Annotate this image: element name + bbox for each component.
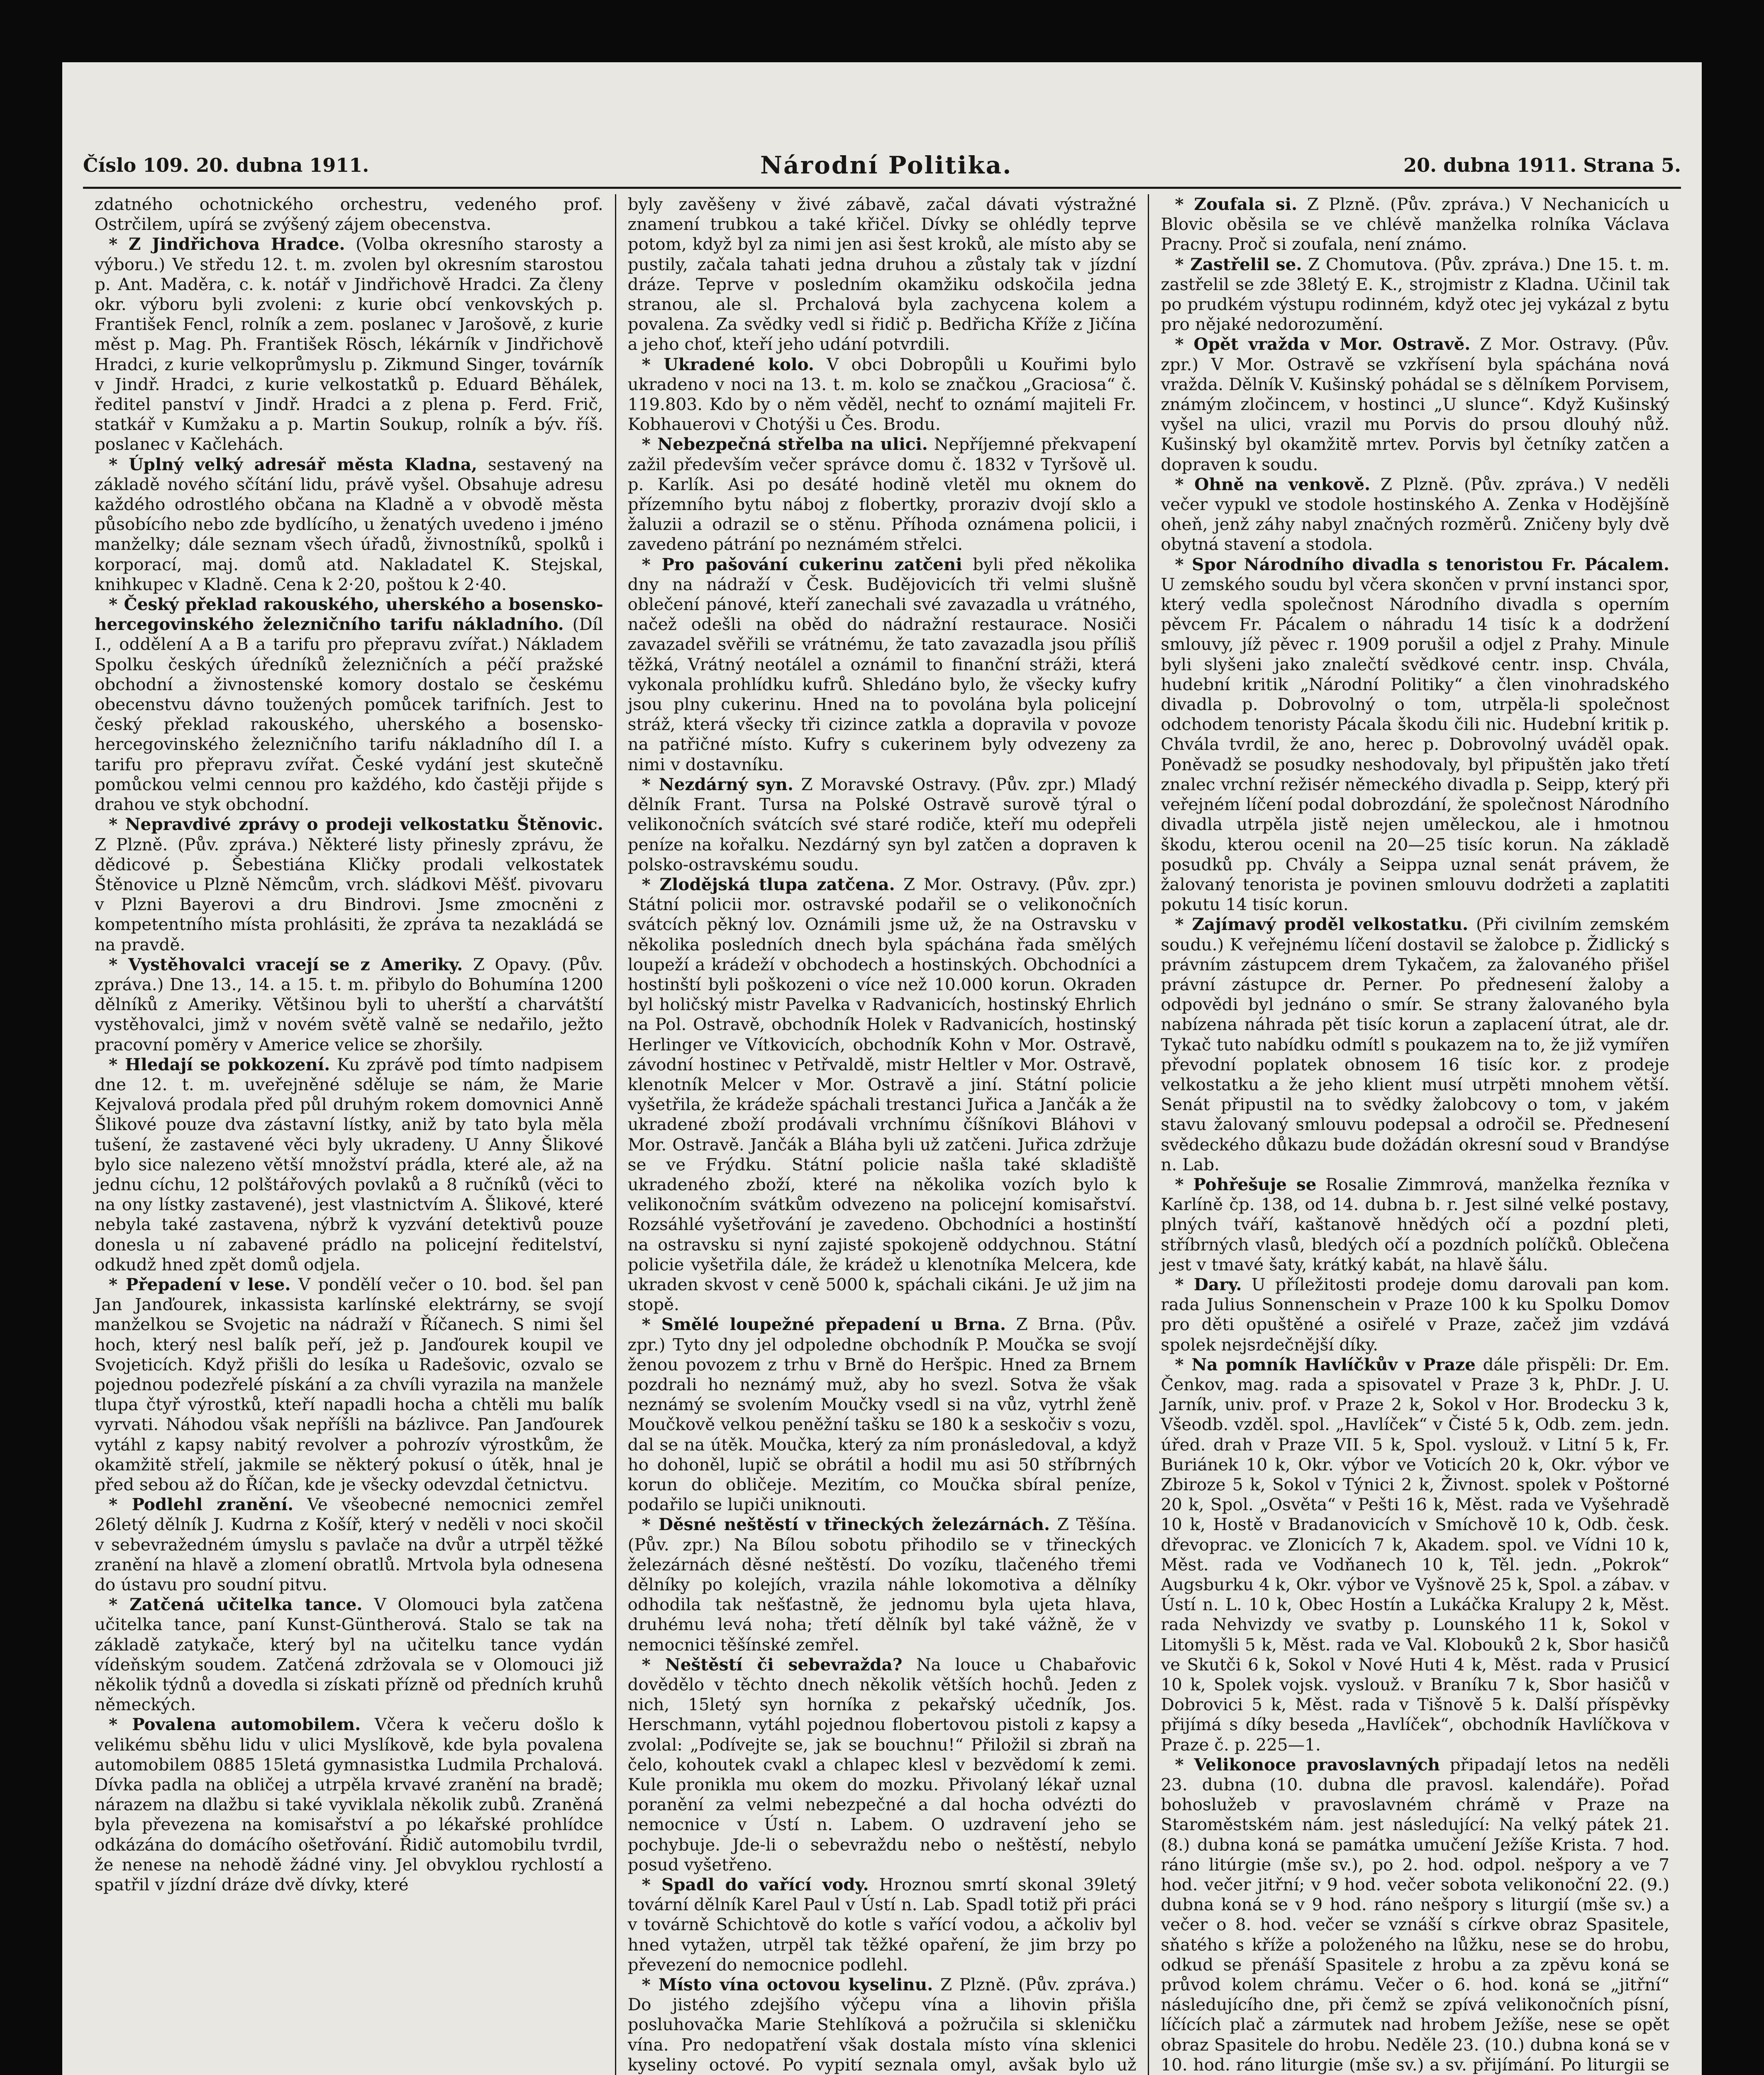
article-body: byly zavěšeny v živé zábavě, začal dávati výstražné znamení trubkou a také křičel. Dívky se ohlédly teprve potom, když byl za nimi jen asi šest kroků, ale místo aby se pustily, začala tahati jedna druhou a zůstaly tak v jízdní dráze. Teprve v posledním okamžiku odskočila jedna stranou, ale sl. Prchalová byla zachycena kolem a povalena. Za svědky vedl si řidič p. Bedřicha Kříže z Jičína a jeho choť, kteří jeho udání potvrdili. [627, 194, 1137, 354]
article-body: V pondělí večer o 10. bod. šel pan Jan Janďourek, inkassista karlínské elektrárny, se svojí manželkou se Svojetic na nádraží v Říčanech. S nimi šel hoch, který nesl balík peří, jež p. Janďourek koupil ve Svojeticích. Když přišli do lesíka u Radešovic, ozvalo se pojednou podezřelé pískání a za chvíli vyrazila na manžele tlupa čtyř výrostků, kteří napadli hocha a chtěli mu balík vyrvati. Náhodou však nepříšli na bázlivce. Pan Janďourek vytáhl z kapsy nabitý revolver a pohrozív výrostkům, že okamžitě střelí, jakmile se některý pokusí o útěk, hnal je před sebou až do Říčan, kde je všecky odevzdal četnictvu. [95, 1274, 603, 1494]
article-paragraph [95, 954, 603, 1055]
article-headline: * Ohně na venkově. [1175, 474, 1371, 494]
article-body: Z Těšína. (Pův. zpr.) Na Bílou sobotu přihodilo se v třineckých železárnách děsné neštěstí. Do vozíku, tlačeného třemi dělníky po kolejích, vrazila náhle lokomotiva a dělníky odhodila tak nešťastně, že jednomu byla ujeta hlava, druhému levá noha; třetí dělník byl také vážně, že v nemocnici těšínské zemřel. [627, 1514, 1137, 1655]
article-paragraph [1161, 1755, 1669, 2075]
article-paragraph [628, 1514, 1137, 1654]
article-body: (Volba okresního starosty a výboru.) Ve středu 12. t. m. zvolen byl okresním starostou p. Ant. Maděra, c. k. notář v Jindřichově Hradci. Za členy okr. výboru byli zvoleni: z kurie obcí venkovských p. František Fencl, rolník a zem. poslanec v Jarošově, z kurie měst p. Mag. Ph. František Rösch, lékárník v Jindřichově Hradci, z kurie velkoprůmyslu p. Zikmund Singer, továrník v Jindř. Hradci, z kurie velkostatků p. Eduard Běhálek, ředitel panství v Jindř. Hradci a z plena p. Ferd. Frič, statkář v Kumžaku a p. Martin Soukup, rolník a býv. říš. poslanec v Kačlehách. [95, 234, 603, 454]
article-body: Ku zprávě pod tímto nadpisem dne 12. t. m. uveřejněné sděluje se nám, že Marie Kejvalová prodala před půl druhým rokem domovnici Anně Šlikové pouze dva zástavní lístky, aniž by tato byla měla tušení, že zastavené věci byly ukradeny. U Anny Šlikové bylo sice nalezeno větší množství prádla, které ale, až na jednu cíchu, 12 polštářových povlaků a 8 ručníků (věci to na ony lístky zastavené), jest vlastnictvím A. Šlikové, které nebyla také zastavena, nýbrž k vyzvání detektivů pouze donesla u ní zabavené prádlo na policejní ředitelství, odkudž hned zpět domů odjela. [95, 1054, 603, 1274]
article-headline: * Český překlad rakouského, uherského a bosensko-hercegovinského železničního tarifu nákladního. [95, 594, 603, 635]
article-paragraph [628, 874, 1137, 1314]
article-headline: * Smělé loupežné přepadení u Brna. [642, 1314, 1006, 1335]
article-body: U zemského soudu byl včera skončen v první instanci spor, který vedla společnost Národního divadla s operním pěvcem Fr. Pácalem o náhradu 14 tisíc k a dodržení smlouvy, jíž pěvec r. 1909 porušil a odjel z Prahy. Minule byli slyšeni jako znalečtí svědkové centr. insp. Chvála, hudební kritik „Národní Politiky“ a člen vinohradského divadla p. Dobrovolný o tom, utrpěla-li společnost odchodem tenoristy Pácala škodu čili nic. Hudební kritik p. Chvála tvrdil, že ano, herec p. Dobrovolný uváděl opak. Poněvadž se posudky neshodovaly, byl připuštěn jako třetí znalec vrchní režisér německého divadla p. Seipp, který při veřejném líčení podal dobrozdání, že společnost Národního divadla utrpěla jistě nejen uměleckou, ale i hmotnou škodu, kterou ocenil na 20—25 tisíc korun. Na základě posudků pp. Chvály a Seippa uznal senát právem, že žalovaný tenorista je povinen smlouvu dodržeti a zaplatiti pokutu 14 tisíc korun. [1161, 574, 1670, 915]
article-body: Z Plzně. (Pův. zpráva.) Do jistého zdejšího výčepu vína a lihovin přišla posluhovačka Marie Stehlíková a požručila si skleničku vína. Pro nedopatření však dostala místo vína sklenici kyseliny octové. Po vypití seznala omyl, avšak bylo už [627, 1975, 1137, 2075]
page-header [83, 150, 1681, 180]
article-headline: * Zastřelil se. [1175, 254, 1302, 274]
article-paragraph [1161, 1355, 1669, 1755]
article-headline: * Zatčená učitelka tance. [109, 1594, 363, 1615]
article-headline: * Místo vína octovou kyselinu. [642, 1975, 933, 1995]
article-body: Ve všeobecné nemocnici zemřel 26letý dělník J. Kudrna z Košíř, který v neděli v noci skočil v sebevražedném úmyslu s pavlače na dvůr a utrpěl těžké zranění na hlavě a zlomení obratlů. Mrtvola byla odnesena do ústavu pro soudní pitvu. [95, 1494, 603, 1595]
article-paragraph [628, 434, 1137, 554]
article-body: U příležitosti prodeje domu darovali pan kom. rada Julius Sonnenschein v Praze 100 k ku Spolku Domov pro děti opuštěné a osiřelé v Praze, začež jim vzdává spolek nejsrdečnější díky. [1161, 1274, 1670, 1355]
article-body: Na louce u Chabařovic dovědělo v těchto dnech několik větších hochů. Jeden z nich, 15letý syn horníka z pekařský učedník, Jos. Herschmann, vytáhl pojednou flobertovou pistoli z kapsy a zvolal: „Podívejte se, jak se bouchnu!“ Přiložil si zbraň na čelo, kohoutek cvakl a chlapec klesl v bezvědomí k zemi. Kule pronikla mu okem do mozku. Přivolaný lékař uznal poranění za velmi nebezpečné a dal hocha odvézti do nemocnice v Ústí n. Labem. O uzdravení jeho se pochybuje. Jde-li o sebevraždu nebo o neštěstí, nebylo posud vyšetřeno. [627, 1654, 1137, 1875]
article-paragraph [95, 194, 603, 234]
article-paragraph [628, 1655, 1137, 1875]
article-body: (Díl I., oddělení A a B a tarifu pro přepravu zvířat.) Nákladem Spolku českých úředníků železničních a péčí pražské obchodní a živnostenské komory dostalo se českému obecenstvu dávno toužených pomůcek tarifních. Jest to český překlad rakouského, uherského a bosensko-hercegovinského železničního tarifu nákladního díl I. a tarifu pro přepravu zvířat. České vydání jest skutečně pomůckou velmi cennou pro každého, kdo častěji přijde s drahou ve styk obchodní. [95, 614, 603, 815]
article-paragraph [1161, 334, 1669, 474]
article-body: V obci Dobropůli u Kouřimi bylo ukradeno v noci na 13. t. m. kolo se značkou „Graciosa“ č. 119.803. Kdo by o něm věděl, nechť to oznámí majiteli Fr. Kobhauerovi v Chotýši u Čes. Brodu. [627, 354, 1137, 435]
article-paragraph [628, 774, 1137, 874]
newspaper-page [62, 62, 1702, 2075]
article-headline: * Na pomník Havlíčkův v Praze [1175, 1354, 1476, 1374]
article-paragraph [1161, 254, 1669, 334]
article-body: Včera k večeru došlo k velikému sběhu lidu v ulici Myslíkově, kde byla povalena automobilem 0885 15letá gymnasistka Ludmila Prchalová. Dívka padla na obličej a utrpěla krvavé zranění na bradě; nárazem na dlažbu si také vyviklala několik zubů. Zraněná byla převezena na komisařství a po lékařské prohlídce odkázána do domácího ošetřování. Řidič automobilu tvrdil, že nenese na nehodě žádné viny. Jel obvyklou rychlostí a spatřil v jízdní dráze dvě dívky, které [95, 1714, 603, 1895]
article-body: sestavený na základě nového sčítání lidu, právě vyšel. Obsahuje adresu každého odrostlého občana na Kladně a v obvodě města působícího nebo zde bydlícího, u ženatých uvedeno i jméno manželky; dále seznam všech úřadů, živnostníků, spolků i korporací, maj. domů atd. Nakladatel K. Stejskal, knihkupec v Kladně. Cena k 2·20, poštou k 2·40. [95, 454, 603, 594]
article-paragraph [95, 1594, 603, 1714]
article-body: Hroznou smrtí skonal 39letý tovární dělník Karel Paul v Ústí n. Lab. Spadl totiž při práci v továrně Schichtově do kotle s vařící vodou, a ačkoliv byl hned vytažen, utrpěl tak těžké opaření, že jim brzy po převezení do nemocnice podlehl. [627, 1875, 1137, 1975]
article-headline: * Neštěstí či sebevražda? [642, 1654, 903, 1675]
article-body: Z Chomutova. (Pův. zpráva.) Dne 15. t. m. zastřelil se zde 38letý E. K., strojmistr z Kladna. Učinil tak po prudkém výstupu rodinném, když otec jej vykázal z bytu pro nějaké nedorozumění. [1161, 254, 1670, 334]
article-paragraph [628, 1875, 1137, 1975]
masthead-title: Národní Politika. [760, 151, 1013, 179]
article-headline: * Pohřešuje se [1175, 1174, 1317, 1194]
article-paragraph [1161, 554, 1669, 915]
article-body: Z Brna. (Pův. zpr.) Tyto dny jel odpoledne obchodník P. Moučka se svojí ženou povozem z trhu v Brně do Heršpic. Hned za Brnem pozdrali ho neznámý muž, aby ho svezl. Sotva že však neznámý se svolením Moučky vsedl si na vůz, vytrhl ženě Moučkově velkou peněžní tašku se 180 k a seskočiv s vozu, dal se na útěk. Moučka, který za ním pronásledoval, a když ho dohoněl, lupič se obrátil a hodil mu asi 50 stříbrných korun do obličeje. Mezitím, co Moučka sbíral peníze, podařilo se lupiči uniknouti. [627, 1314, 1137, 1515]
article-paragraph [628, 354, 1137, 435]
article-headline: * Nepravdivé zprávy o prodeji velkostatku Štěnovic. [109, 814, 603, 835]
article-headline: * Zajímavý proděl velkostatku. [1175, 914, 1469, 935]
article-headline: * Povalena automobilem. [109, 1714, 361, 1735]
issue-number: Číslo 109. 20. dubna 1911. [83, 154, 369, 176]
article-headline: * Nezdárný syn. [642, 774, 793, 794]
article-paragraph [1161, 1174, 1669, 1274]
article-body: Z Plzně. (Pův. zpráva.) V neděli večer vypukl ve stodole hostinského A. Zenka v Hodějšíně oheň, jenž záhy nabyl značných rozměrů. Zničeny byly dvě obytná stavení a stodola. [1161, 474, 1670, 554]
article-body: V Olomouci byla zatčena učitelka tance, paní Kunst-Güntherová. Stalo se tak na základě zatykače, který byl na učitelku tance vydán vídeňským soudem. Zatčená zdržovala se v Olomouci již několik týdnů a dovedla si získati přízně od předních kruhů německých. [95, 1594, 603, 1715]
article-headline: * Podlehl zranění. [109, 1494, 294, 1515]
article-headline: * Velikonoce pravoslavných [1175, 1754, 1440, 1775]
article-paragraph [1161, 474, 1669, 554]
article-columns [83, 194, 1681, 2075]
article-headline: * Pro pašování cukerinu zatčeni [642, 554, 962, 574]
article-headline: * Úplný velký adresář města Kladna, [109, 454, 478, 474]
article-body: Z Mor. Ostravy. (Pův. zpr.) Státní policii mor. ostravské podařil se o velikonočních svátcích pěkný lov. Oznámili jsme už, že na Ostravsku v několika posledních dnech byla spáchána řada smělých loupeží a krádeží v obchodech a hostinských. Obchodníci a hostinští byli poškozeni o více než 10.000 korun. Okraden byl holičský mistr Pavelka v Radvanicích, hostinský Ehrlich na Pol. Ostravě, obchodník Holek v Radvanicích, hostinský Herlinger ve Vítkovicích, obchodník Kohn v Mor. Ostravě, závodní hostinec v Petřvaldě, mistr Heltler v Mor. Ostravě, klenotník Melcer v Mor. Ostravě a jiní. Státní policie vyšetřila, že krádeže spáchali trestanci Juřica a Jančák a že ukradené zboží prodávali vrchnímu číšníkovi Bláhovi v Mor. Ostravě. Jančák a Bláha byli už zatčeni. Juřica zdržuje se ve Frýdku. Státní policie našla také skladiště ukradeného zboží, které na několika vozích bylo k velikonočním svátkům odvezeno na policejní komisařství. Rozsáhlé vyšetřování je zavedeno. Obchodníci a hostinští na ostravsku si nyní zajisté spokojeně oddychnou. Státní policie vyšetřila dále, že krádež u klenotníka Melcera, kde ukraden skvost v ceně 5000 k, spáchali cikáni. Je už jim na stopě. [627, 874, 1137, 1315]
article-body: Z Mor. Ostravy. (Pův. zpr.) V Mor. Ostravě se vzkřísení byla spáchána nová vražda. Dělník V. Kušinský pohádal se s dělníkem Porvisem, známým zločincem, v hostinci „U slunce“. Když Kušinský vyšel na ulici, vrazil mu Porvis do prsou dlouhý nůž. Kušinský byl okamžitě mrtev. Porvis byl četníky zatčen a dopraven k soudu. [1161, 334, 1670, 474]
article-headline: * Zlodějská tlupa zatčena. [642, 874, 895, 894]
article-body: Nepříjemné překvapení zažil především večer správce domu č. 1832 v Tyršově ul. p. Karlík. Asi po desáté hodině vletěl mu oknem do přízemního bytu náboj z flobertky, proraziv dvojí sklo a žaluzii a odrazil se o stěnu. Příhoda oznámena policii, i zavedeno pátrání po neznámém střelci. [627, 434, 1137, 554]
article-body: Z Plzně. (Pův. zpráva.) V Nechanicích u Blovic oběsila se ve chlévě manželka rolníka Václava Pracny. Proč si zoufala, není známo. [1161, 194, 1670, 254]
article-headline: * Dary. [1175, 1274, 1242, 1294]
article-paragraph [628, 554, 1137, 774]
header-rule [83, 187, 1681, 189]
article-paragraph [1161, 1274, 1669, 1355]
article-headline: * Vystěhovalci vracejí se z Ameriky. [109, 954, 463, 974]
article-headline: * Nebezpečná střelba na ulici. [642, 434, 928, 454]
column-middle [615, 194, 1148, 2075]
article-paragraph [95, 1494, 603, 1594]
article-paragraph [95, 234, 603, 454]
article-headline: * Z Jindřichova Hradce. [109, 234, 345, 254]
article-paragraph [95, 814, 603, 954]
article-body: Z Opavy. (Pův. zpráva.) Dne 13., 14. a 15. t. m. přibylo do Bohumína 1200 dělníků z Ameriky. Většinou byli to uherští a charvátští vystěhovalci, jimž v novém světě valně se nedařilo, ježto pracovní poměry v Americe velice se zhoršily. [95, 954, 603, 1055]
article-paragraph [95, 1055, 603, 1274]
article-body: dále přispěli: Dr. Em. Čenkov, mag. rada a spisovatel v Praze 3 k, PhDr. J. U. Jarník, univ. prof. v Praze 2 k, Sokol v Hor. Brodecku 3 k, Všeodb. vzděl. spol. „Havlíček“ v Čisté 5 k, Odb. zem. jedn. úřed. drah v Praze VII. 5 k, Spol. vyslouž. v Litní 5 k, Fr. Buriánek 10 k, Okr. výbor ve Voticích 20 k, Okr. výbor ve Zbiroze 5 k, Sokol v Týnici 2 k, Živnost. spolek v Poštorné 20 k, Spol. „Osvěta“ v Pešti 16 k, Měst. rada ve Vyšehradě 10 k, Hostě v Bradanovicích v Smíchově 10 k, Odb. česk. dřevoprac. ve Zlonicích 7 k, Akadem. spol. ve Vídni 10 k, Měst. rada ve Vodňanech 10 k, Těl. jedn. „Pokrok“ Augsburku 4 k, Okr. výbor ve Vyšnově 25 k, Spol. a zábav. v Ústí n. L. 10 k, Obec Hostín a Lukáčka Kralupy 2 k, Měst. rada Nehvizdy ve svatby p. Lounského 11 k, Sokol v Litomyšli 5 k, Měst. rada ve Val. Klobouků 2 k, Sbor hasičů ve Skutči 6 k, Sokol v Nové Huti 4 k, Měst. rada v Prusicí 10 k, Spolek vojsk. vyslouž. v Braníku 7 k, Sbor hasičů v Dobrovici 5 k, Měst. rada v Tišnově 5 k. Další příspěvky přijímá s díky beseda „Havlíček“, obchodník Havlíčkova v Praze č. p. 225—1. [1161, 1354, 1670, 1755]
article-paragraph [95, 1274, 603, 1494]
article-body: Z Moravské Ostravy. (Pův. zpr.) Mladý dělník Frant. Tursa na Polské Ostravě surově týral o velikonočních svátcích své staré rodiče, kteří mu odepřeli peníze na kořalku. Nezdárný syn byl zatčen a dopraven k polsko-ostravskému soudu. [627, 774, 1137, 874]
article-body: Rosalie Zimmrová, manželka řezníka v Karlíně čp. 138, od 14. dubna b. r. Jest silné velké postavy, plných tváří, kaštanově hnědých očí a pozdní pleti, stříbrných vlasů, bledých očí a pozdních políčků. Oblečena jest v tmavé šaty, krátký kabát, na hlavě šálu. [1161, 1174, 1670, 1274]
article-headline: * Přepadení v lese. [109, 1274, 291, 1294]
article-headline: * Zoufala si. [1175, 194, 1298, 214]
column-left [83, 194, 615, 2075]
article-paragraph [628, 194, 1137, 354]
article-body: (Při civilním zemském soudu.) K veřejnému líčení dostavil se žalobce p. Židlický s právním zástupcem drem Tykačem, za žalovaného přišel právní zástupce dr. Perner. Po přednesení žaloby a odpovědi byl jednáno o smír. Se strany žalovaného byla nabízena náhrada pět tisíc korun a zaplacení útrat, ale dr. Tykač tuto nabídku odmítl s poukazem na to, že již vymířen převodní poplatek obnosem 16 tisíc kor. z prodeje velkostatku a že jeho klient musí utrpěti mnohem větší. Senát připustil na to svědky žalobcovy o tom, v jakém stavu žalovaný smlouvu podepsal a odročil se. Přednesení svědeckého důkazu bude dožádán okresní soud v Brandýse n. Lab. [1161, 914, 1670, 1174]
article-body: byli před několika dny na nádraží v Česk. Budějovicích tři velmi slušně oblečení pánové, kteří zanechali své zavazadla u vrátného, načež odešli na oběd do nádražní restaurace. Nosiči zavazadel svěřili se vrátnému, že tato zavazadla jsou příliš těžká, Vrátný neotálel a oznámil to finanční stráži, která vykonala prohlídku kufrů. Shledáno bylo, že všecky kufry jsou plny cukerinu. Hned na to povolána byla policejní stráž, která všecky tři cizince zatkla a dopravila v povoze na patřičné místo. Kufry s cukerinem byly odvezeny za nimi v dostavníku. [627, 554, 1137, 774]
article-paragraph [95, 1714, 603, 1894]
article-paragraph [95, 594, 603, 814]
article-headline: * Opět vražda v Mor. Ostravě. [1175, 334, 1471, 354]
article-paragraph [1161, 914, 1669, 1174]
article-headline: * Hledají se pokkození. [109, 1054, 330, 1074]
column-right [1148, 194, 1681, 2075]
article-headline: * Děsné neštěstí v třineckých železárnách. [642, 1514, 1050, 1535]
article-body: připadají letos na neděli 23. dubna (10. dubna dle pravosl. kalendáře). Pořad bohoslužeb v pravoslavném chrámě v Praze na Staroměstském nám. jest následující: Na velký pátek 21. (8.) dubna koná se památka umučení Ježíše Krista. 7 hod. ráno litúrgie (mše sv.), po 2. hod. odpol. nešpory a ve 7 hod. večer jitřní; v 9 hod. večer sobota velikonoční 22. (9.) dubna koná se v 9 hod. ráno nešpory s liturgií (mše sv.) a večer o 8. hod. večer se vznáší s církve obraz Spasitele, sňatého s kříže a položeného na lůžku, nese se do hrobu, odkud se přenáší Spasitele z hrobu a za zpěvu koná se průvod kolem chrámu. Večer o 6. hod. koná se „jitřní“ následujícího dne, při čemž se zpívá velikonočních písní, líčících plač a zármutek nad hrobem Ježíše, nese se opět obraz Spasitele do hrobu. Neděle 23. (10.) dubna koná se v 10. hod. ráno liturgie (mše sv.) a sv. přijímání. Po liturgii se [1161, 1754, 1670, 2075]
article-paragraph [628, 1314, 1137, 1514]
article-headline: * Ukradené kolo. [642, 354, 814, 374]
article-paragraph [95, 454, 603, 594]
article-body: zdatného ochotnického orchestru, vedeného prof. Ostrčilem, upírá se zvýšený zájem obecenstva. [95, 194, 603, 234]
article-paragraph [628, 1975, 1137, 2075]
article-paragraph [1161, 194, 1669, 254]
date-page-number: 20. dubna 1911. Strana 5. [1403, 154, 1681, 176]
article-headline: * Spadl do vařící vody. [642, 1875, 869, 1895]
article-headline: * Spor Národního divadla s tenoristou Fr. Pácalem. [1175, 554, 1670, 574]
article-body: Z Plzně. (Pův. zpráva.) Některé listy přinesly zprávu, že dědicové p. Šebestiána Kličky prodali velkostatek Štěnovice u Plzně Němcům, vrch. sládkovi Měšť. pivovaru v Plzni Bayerovi a dru Bindrovi. Jsme zmocněni z kompetentního místa prohlásiti, že zpráva ta nezakládá se na pravdě. [95, 834, 603, 954]
